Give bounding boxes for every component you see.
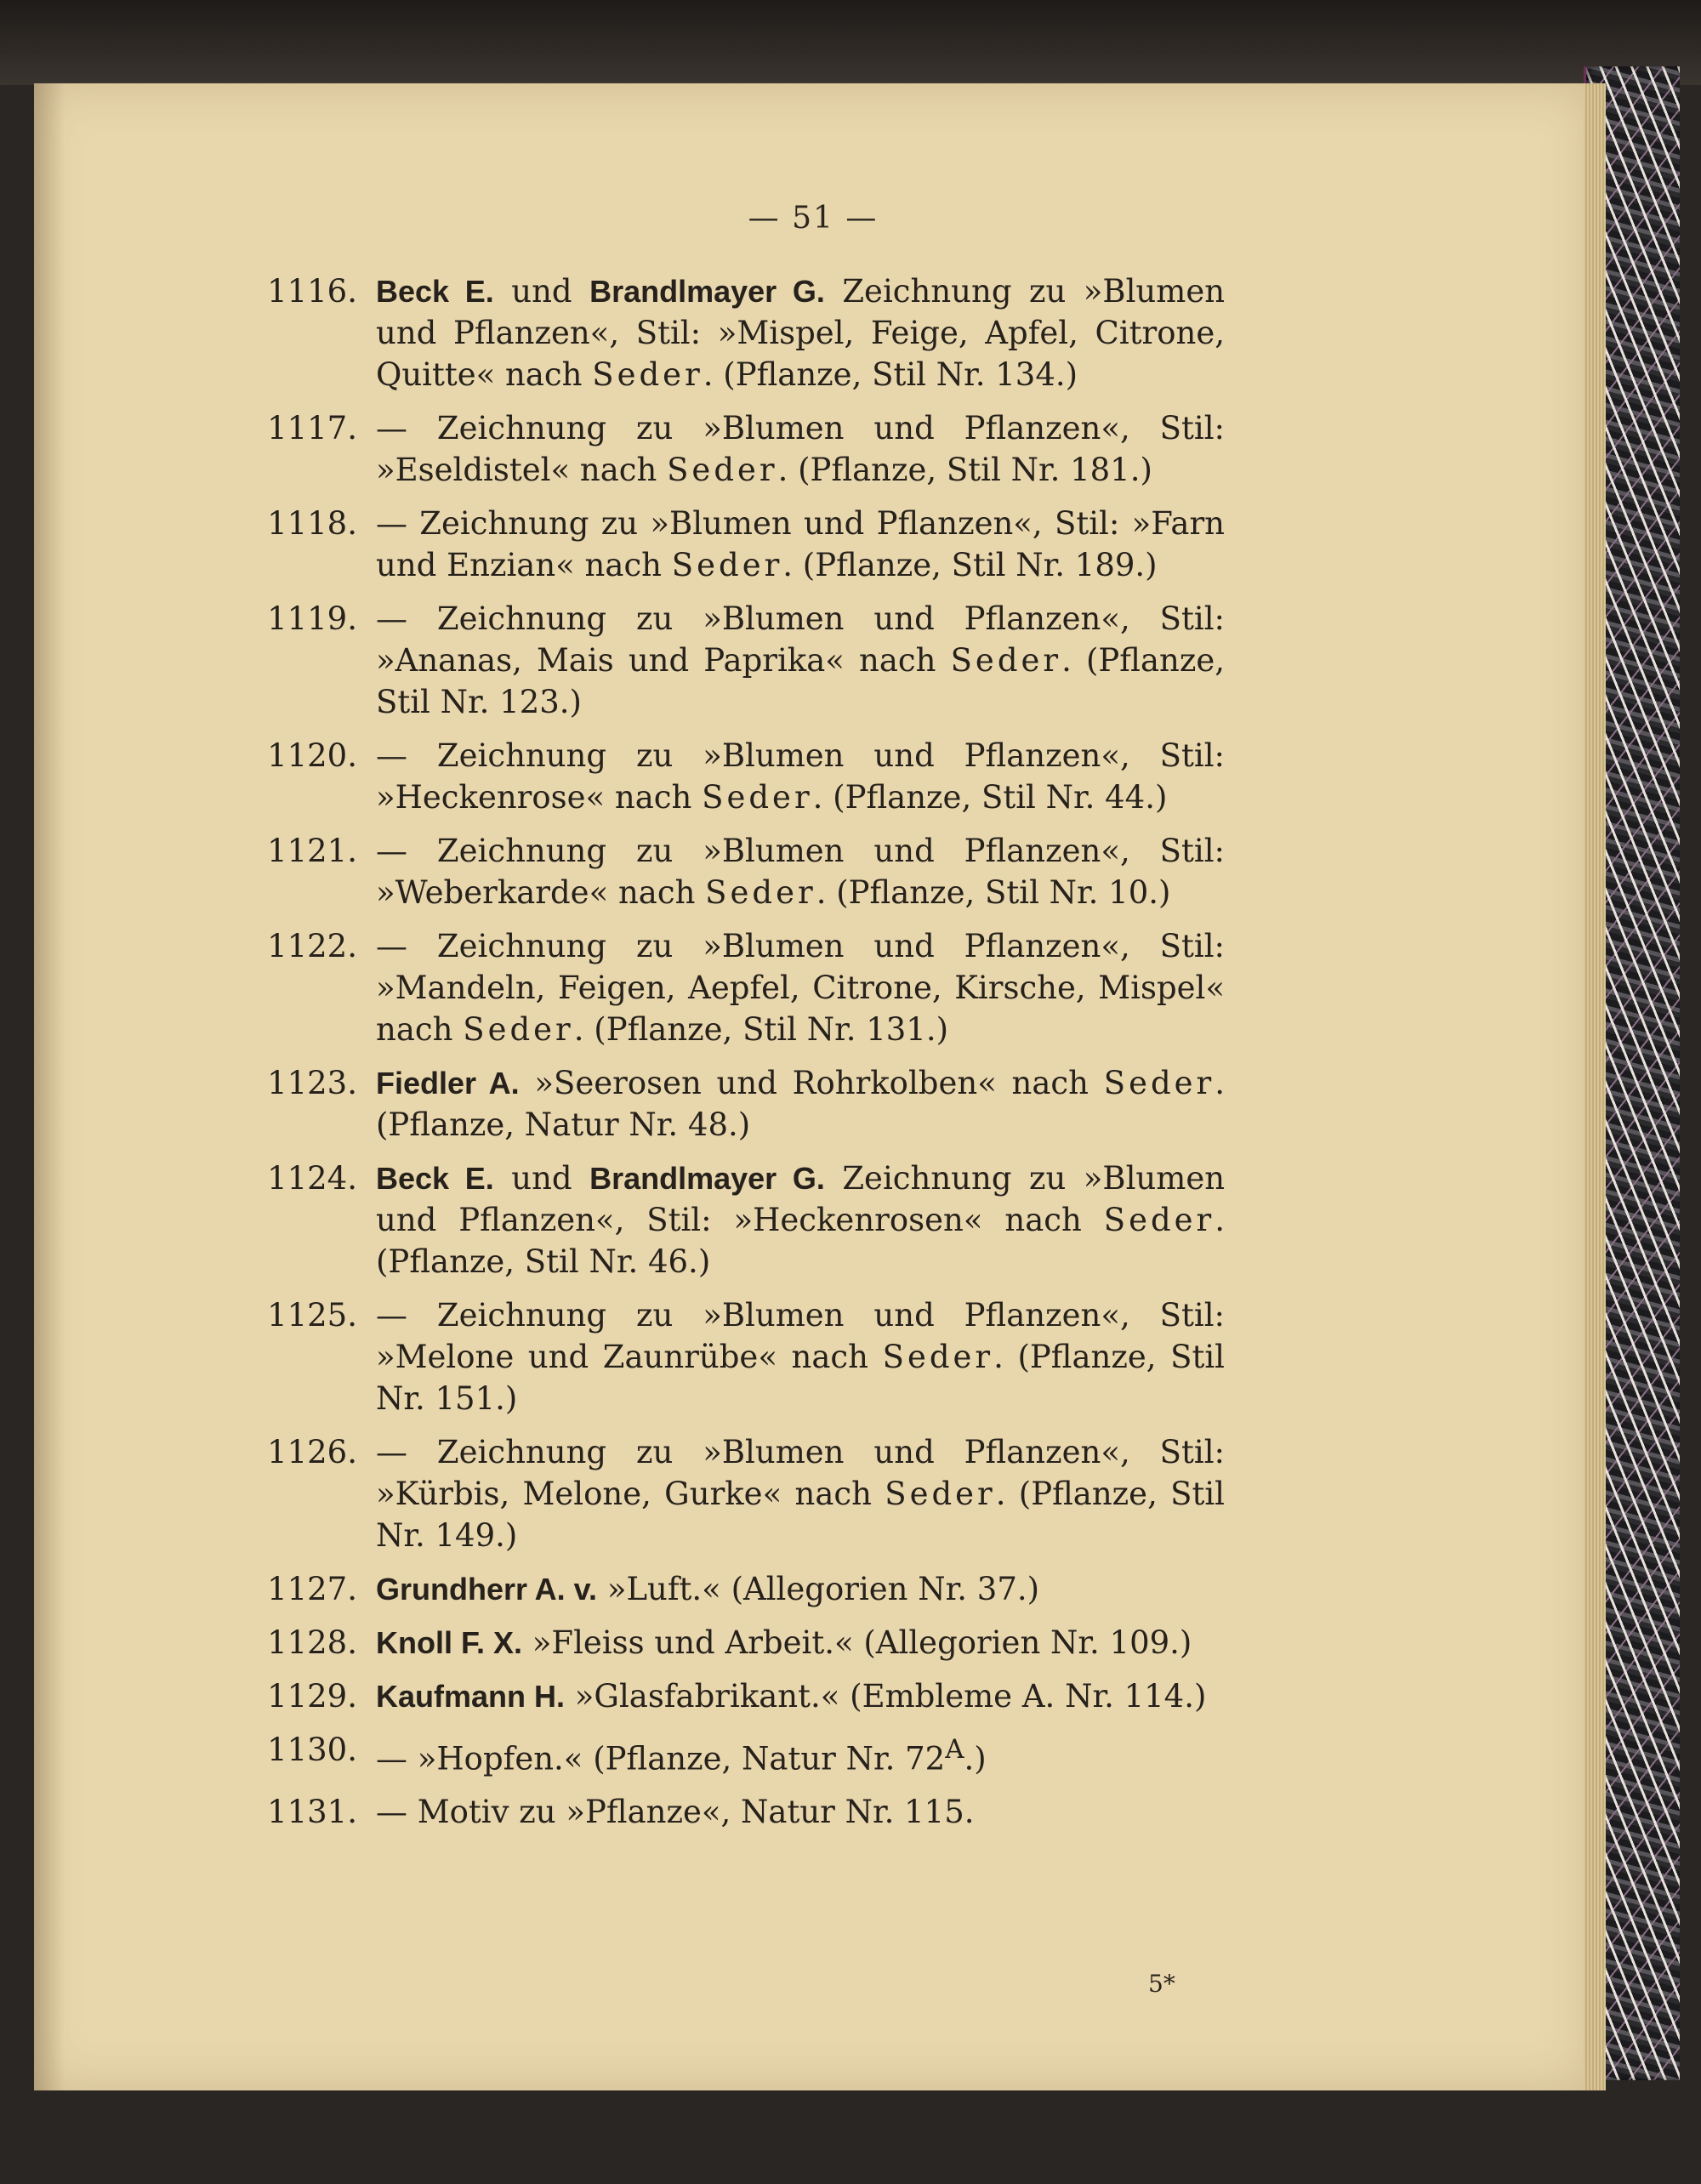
entry-1127 <box>264 1568 1225 1610</box>
author: Seder <box>705 874 816 911</box>
author: Seder <box>1103 1202 1215 1238</box>
entry-number: 1126. <box>267 1434 357 1470</box>
description: — »Hopfen.« (Pflanze, Natur Nr. 72 <box>376 1740 946 1777</box>
reference: . (Pflanze, Stil Nr. 44.) <box>812 779 1168 816</box>
artist-name: Fiedler A. <box>376 1066 520 1101</box>
entry-number: 1123. <box>267 1065 357 1101</box>
author: Seder <box>882 1339 994 1375</box>
entry-text <box>376 830 1225 913</box>
author: Seder <box>885 1476 996 1512</box>
entry-number: 1118. <box>267 505 357 542</box>
entry-1122 <box>264 925 1225 1050</box>
entry-1116 <box>264 270 1225 395</box>
entry-1118 <box>264 503 1225 586</box>
entry-number: 1119. <box>267 600 357 637</box>
entry-number: 1127. <box>267 1571 357 1607</box>
artist-name: Beck E. <box>376 1161 494 1196</box>
entry-1125 <box>264 1294 1225 1419</box>
description: Zeichnung zu »Blumen und Pflanzen«, Stil: »Heckenrosen« nach <box>376 1160 1226 1238</box>
reference: . (Pflanze, Stil Nr. 134.) <box>703 356 1078 393</box>
entry-1124 <box>264 1157 1225 1283</box>
entry-text <box>376 503 1225 586</box>
entry-text <box>376 1675 1225 1717</box>
entry-number: 1128. <box>267 1624 357 1661</box>
entry-text <box>376 735 1225 818</box>
description: — Zeichnung zu »Blumen und Pflanzen«, Stil: »Heckenrose« nach <box>376 737 1225 816</box>
artist-name: Knoll F. X. <box>376 1625 523 1660</box>
entry-1128 <box>264 1622 1225 1664</box>
gutter-fold <box>34 83 65 2090</box>
description: »Fleiss und Arbeit.« (Allegorien Nr. 109.) <box>532 1624 1192 1661</box>
entry-text <box>376 270 1225 395</box>
entry-1121 <box>264 830 1225 913</box>
signature-mark: 5* <box>1148 1970 1175 1998</box>
entry-text <box>376 1062 1225 1146</box>
book-page <box>34 83 1592 2090</box>
entry-number: 1124. <box>267 1160 357 1197</box>
joiner: und <box>511 273 572 310</box>
entry-1130 <box>264 1729 1225 1779</box>
entry-1129 <box>264 1675 1225 1717</box>
entry-1120 <box>264 735 1225 818</box>
description: — Zeichnung zu »Blumen und Pflanzen«, Stil: »Weberkarde« nach <box>376 833 1225 911</box>
artist-name-2: Brandlmayer G. <box>589 274 825 309</box>
reference: .) <box>964 1740 987 1777</box>
entry-number: 1130. <box>267 1732 357 1768</box>
joiner: und <box>511 1160 572 1197</box>
description: — Zeichnung zu »Blumen und Pflanzen«, Stil: »Farn und Enzian« nach <box>376 505 1225 583</box>
entry-number: 1122. <box>267 928 357 964</box>
superscript: A <box>945 1734 964 1765</box>
reference: . (Pflanze, Stil Nr. 181.) <box>777 452 1152 488</box>
entry-1123 <box>264 1062 1225 1146</box>
description: »Seerosen und Rohrkolben« nach <box>534 1065 1089 1101</box>
page-edge <box>1584 83 1606 2090</box>
author: Seder <box>463 1011 574 1048</box>
entry-text <box>376 598 1225 723</box>
reference: . (Pflanze, Stil Nr. 131.) <box>573 1011 949 1048</box>
entry-text <box>376 407 1225 491</box>
artist-name: Grundherr A. v. <box>376 1572 598 1607</box>
reference: . (Pflanze, Stil Nr. 123.) <box>376 642 1226 720</box>
entry-number: 1125. <box>267 1297 357 1334</box>
reference: . (Pflanze, Stil Nr. 151.) <box>376 1339 1226 1417</box>
entry-text <box>376 1157 1225 1283</box>
entry-text <box>376 1431 1225 1556</box>
entry-1117 <box>264 407 1225 491</box>
entry-number: 1121. <box>267 833 357 869</box>
description: Zeichnung zu »Blumen und Pflanzen«, Stil: »Mispel, Feige, Apfel, Citrone, Quitte« nach <box>376 273 1226 393</box>
entry-1131 <box>264 1791 1225 1833</box>
reference: . (Pflanze, Stil Nr. 189.) <box>782 547 1158 583</box>
description: — Zeichnung zu »Blumen und Pflanzen«, Stil: »Eseldistel« nach <box>376 410 1225 488</box>
author: Seder <box>1103 1065 1215 1101</box>
entry-number: 1131. <box>267 1794 357 1831</box>
description: »Glasfabrikant.« (Embleme A. Nr. 114.) <box>574 1678 1207 1715</box>
entry-text <box>376 1729 1225 1779</box>
entry-text <box>376 925 1225 1050</box>
entry-number: 1129. <box>267 1678 357 1715</box>
catalog-entries <box>264 270 1225 1845</box>
artist-name: Kaufmann H. <box>376 1679 566 1714</box>
reference: . (Pflanze, Stil Nr. 10.) <box>816 874 1171 911</box>
description: — Motiv zu »Pflanze«, Natur Nr. 115. <box>376 1794 975 1831</box>
artist-name: Beck E. <box>376 274 494 309</box>
page-number: — 51 — <box>748 201 879 236</box>
scan-background <box>0 0 1701 85</box>
description: — Zeichnung zu »Blumen und Pflanzen«, Stil: »Mandeln, Feigen, Aepfel, Citrone, Kirsche, Mispel« nach <box>376 928 1225 1048</box>
entry-1119 <box>264 598 1225 723</box>
artist-name-2: Brandlmayer G. <box>589 1161 825 1196</box>
entry-1126 <box>264 1431 1225 1556</box>
entry-number: 1120. <box>267 737 357 774</box>
description: »Luft.« (Allegorien Nr. 37.) <box>606 1571 1040 1607</box>
description: — Zeichnung zu »Blumen und Pflanzen«, Stil: »Melone und Zaunrübe« nach <box>376 1297 1225 1375</box>
author: Seder <box>702 779 813 816</box>
reference: . (Pflanze, Stil Nr. 149.) <box>376 1476 1225 1554</box>
entry-number: 1117. <box>267 410 357 446</box>
description: — Zeichnung zu »Blumen und Pflanzen«, Stil: »Ananas, Mais und Paprika« nach <box>376 600 1225 679</box>
description: — Zeichnung zu »Blumen und Pflanzen«, Stil: »Kürbis, Melone, Gurke« nach <box>376 1434 1225 1512</box>
author: Seder <box>592 356 703 393</box>
reference: . (Pflanze, Natur Nr. 48.) <box>376 1065 1225 1143</box>
reference: . (Pflanze, Stil Nr. 46.) <box>376 1202 1225 1280</box>
entry-text <box>376 1294 1225 1419</box>
entry-number: 1116. <box>267 273 357 310</box>
author: Seder <box>671 547 783 583</box>
author: Seder <box>950 642 1062 679</box>
author: Seder <box>667 452 778 488</box>
entry-text <box>376 1791 1225 1833</box>
entry-text <box>376 1622 1225 1664</box>
entry-text <box>376 1568 1225 1610</box>
